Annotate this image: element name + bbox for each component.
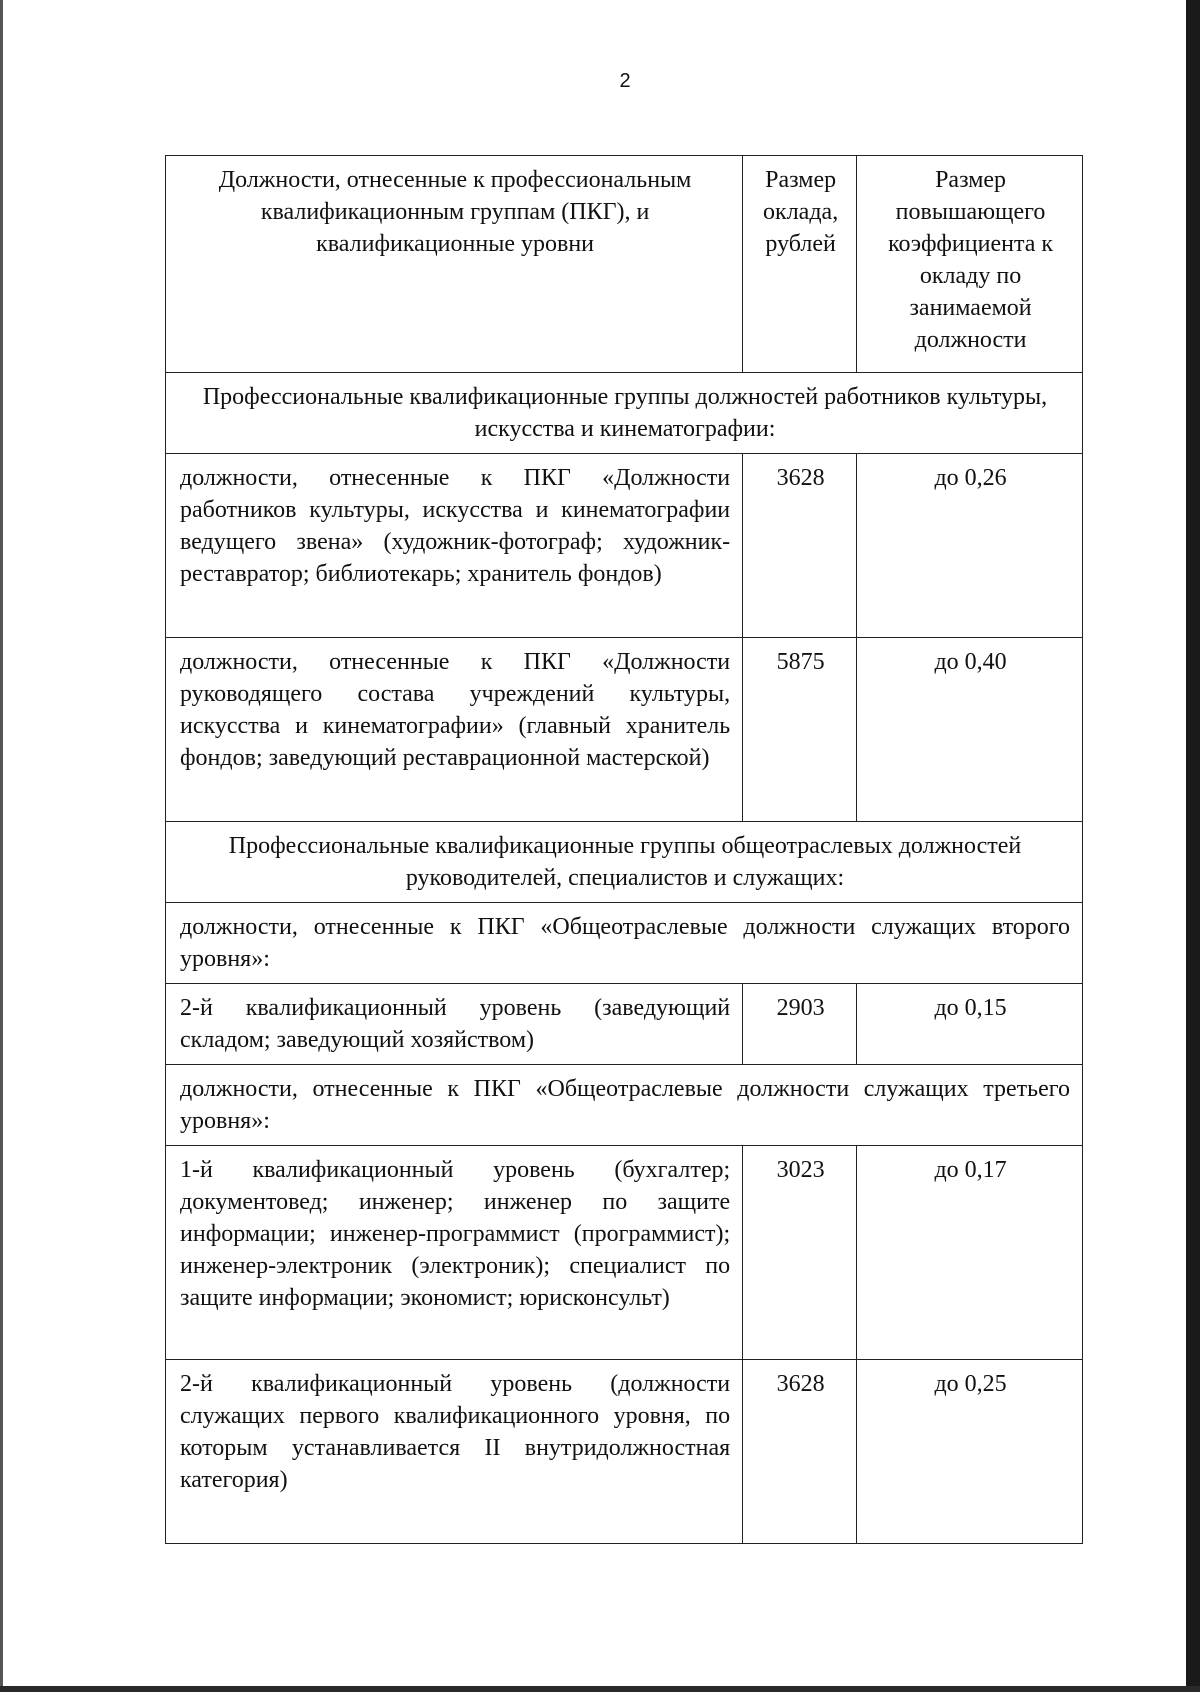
table-header-row: [166, 156, 1083, 373]
row-salary: 3628: [743, 454, 857, 638]
row-coefficient: до 0,26: [857, 454, 1083, 638]
header-positions: Должности, отнесенные к профессиональным квалификационным группам (ПКГ), и квалификационные уровни: [166, 156, 743, 373]
header-salary: Размер оклада, рублей: [743, 156, 857, 373]
subgroup-title-second-level: должности, отнесенные к ПКГ «Общеотраслевые должности служащих второго уровня»:: [166, 903, 1083, 984]
group-title-row: [166, 373, 1083, 454]
row-salary: 5875: [743, 638, 857, 822]
subgroup-title-row: [166, 903, 1083, 984]
row-position: должности, отнесенные к ПКГ «Должности работников культуры, искусства и кинематографии ведущего звена» (художник-фотограф; художник-реставратор; библиотекарь; хранитель фондов): [166, 454, 743, 638]
table-row: [166, 638, 1083, 822]
table-row: [166, 1360, 1083, 1544]
row-salary: 3628: [743, 1360, 857, 1544]
scan-edge-right: [1186, 0, 1200, 1692]
row-coefficient: до 0,15: [857, 984, 1083, 1065]
table-row: [166, 454, 1083, 638]
row-position: 2-й квалификационный уровень (заведующий складом; заведующий хозяйством): [166, 984, 743, 1065]
salary-table: [165, 155, 1083, 1544]
page-number: 2: [619, 70, 631, 92]
row-position: должности, отнесенные к ПКГ «Должности руководящего состава учреждений культуры, искусства и кинематографии» (главный хранитель фондов; заведующий реставрационной мастерской): [166, 638, 743, 822]
row-salary: 2903: [743, 984, 857, 1065]
row-position: 1-й квалификационный уровень (бухгалтер; документовед; инженер; инженер по защите информации; инженер-программист (программист); инженер-электроник (электроник); специалист по защите информации; экономист; юрисконсульт): [166, 1146, 743, 1360]
row-coefficient: до 0,40: [857, 638, 1083, 822]
table-row: [166, 1146, 1083, 1360]
group-title-row: [166, 822, 1083, 903]
row-coefficient: до 0,17: [857, 1146, 1083, 1360]
table-row: [166, 984, 1083, 1065]
subgroup-title-row: [166, 1065, 1083, 1146]
group-title-culture: Профессиональные квалификационные группы должностей работников культуры, искусства и кинематографии:: [166, 373, 1083, 454]
row-salary: 3023: [743, 1146, 857, 1360]
scan-edge-bottom: [0, 1686, 1200, 1692]
subgroup-title-third-level: должности, отнесенные к ПКГ «Общеотраслевые должности служащих третьего уровня»:: [166, 1065, 1083, 1146]
row-position: 2-й квалификационный уровень (должности служащих первого квалификационного уровня, по которым устанавливается II внутридолжностная категория): [166, 1360, 743, 1544]
header-coefficient: Размер повышающего коэффициента к окладу по занимаемой должности: [857, 156, 1083, 373]
row-coefficient: до 0,25: [857, 1360, 1083, 1544]
group-title-general: Профессиональные квалификационные группы общеотраслевых должностей руководителей, специалистов и служащих:: [166, 822, 1083, 903]
scan-edge-left: [0, 0, 3, 1692]
